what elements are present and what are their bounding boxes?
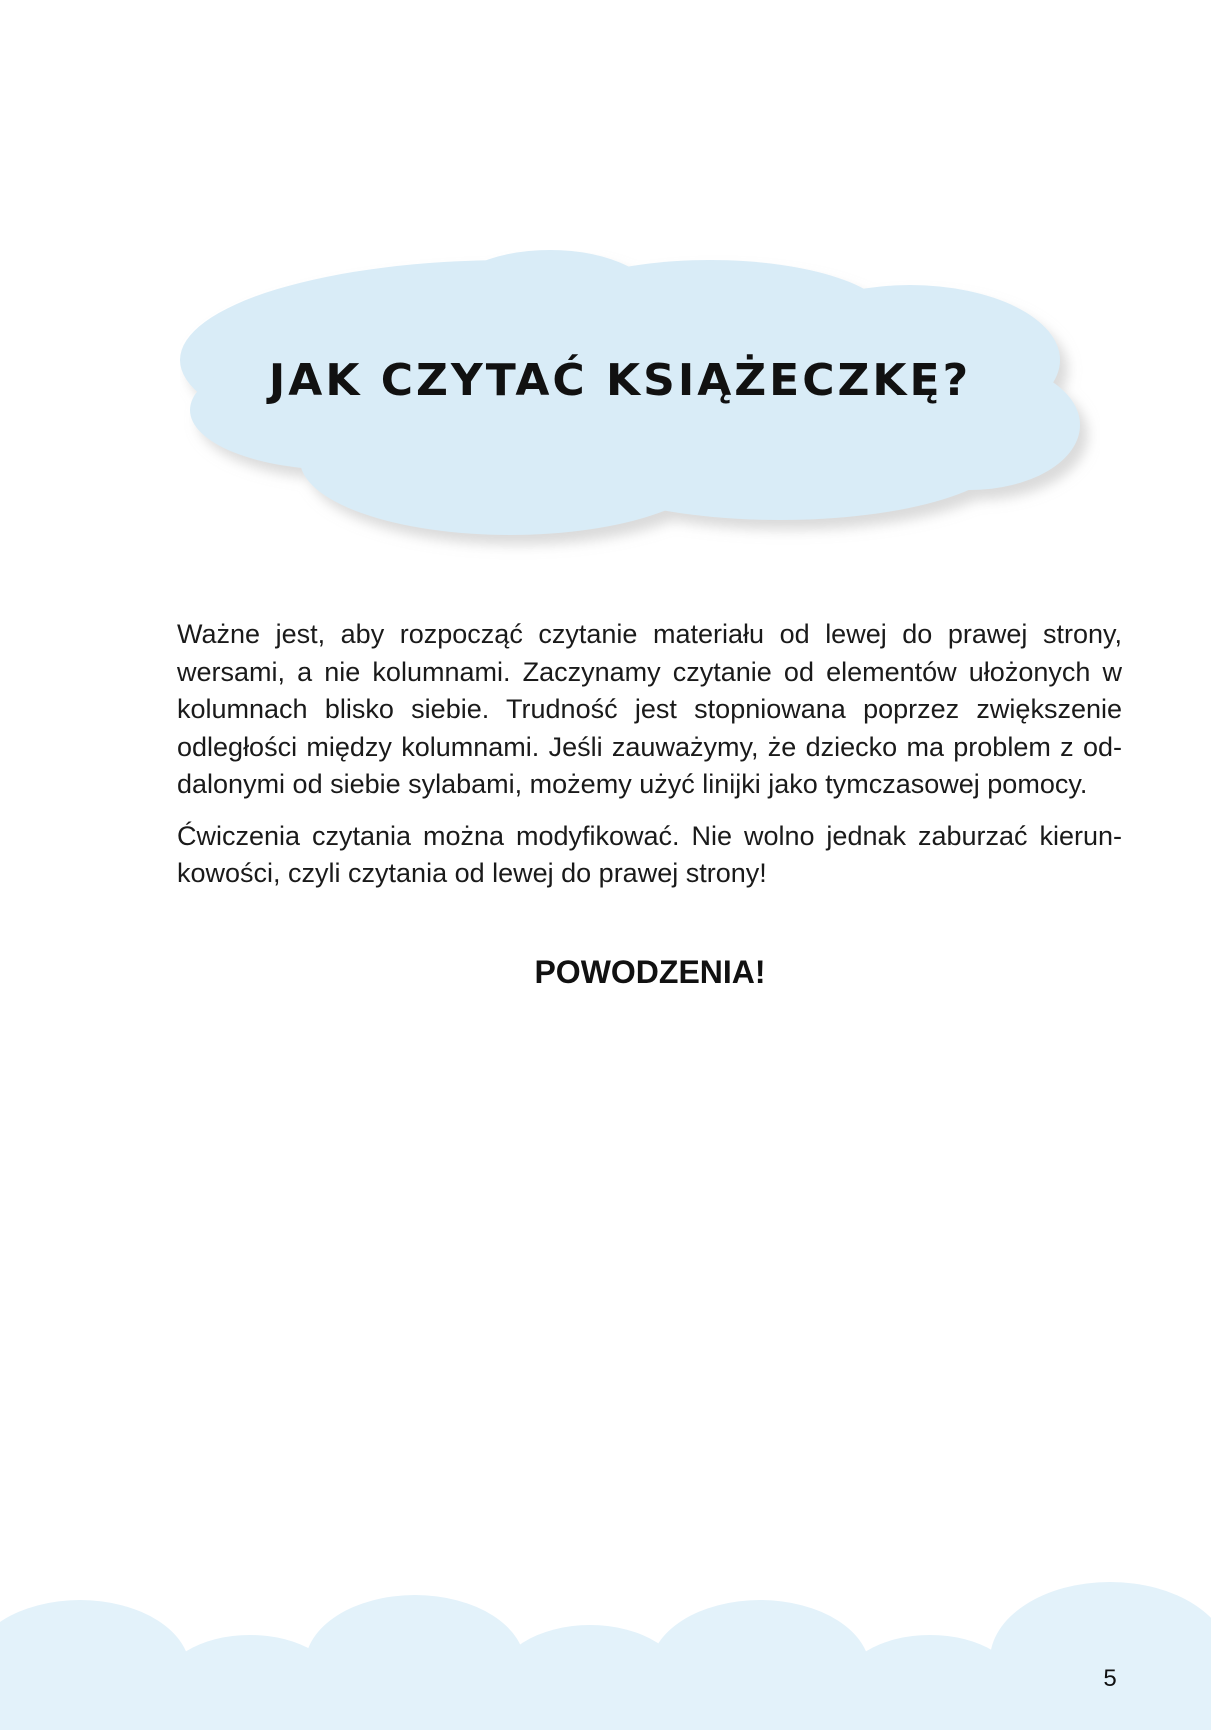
cloud-shape bbox=[180, 250, 1100, 570]
page-title: JAK CZYTAĆ KSIĄŻECZKĘ? bbox=[268, 355, 972, 406]
paragraph-2: Ćwiczenia czytania można modyfikować. Nie wolno jednak zaburzać kierunkowości, czyli czytania od lewej do prawej strony! bbox=[177, 820, 1122, 888]
paragraph-1: Ważne jest, aby rozpocząć czytanie materiału od lewej do prawej strony, wersami, a nie kolumnami. Zaczynamy czytanie od elementów ułożonych w kolumnach blisko siebie. Trudność jest stopniowana poprzez zwiększenie odległości między kolumnami. Jeśli zauważymy, że dziecko ma problem z oddalonymi od siebie sylabami, możemy użyć linijki jako tymczasowej pomocy. bbox=[177, 619, 1122, 799]
bottom-clouds-decoration bbox=[0, 1580, 1211, 1730]
closing-text: POWODZENIA! bbox=[534, 954, 766, 990]
title-cloud bbox=[180, 250, 1100, 570]
body-text bbox=[177, 616, 1122, 907]
page-number: 5 bbox=[1103, 1665, 1117, 1692]
bottom-clouds-shape bbox=[0, 1580, 1211, 1730]
